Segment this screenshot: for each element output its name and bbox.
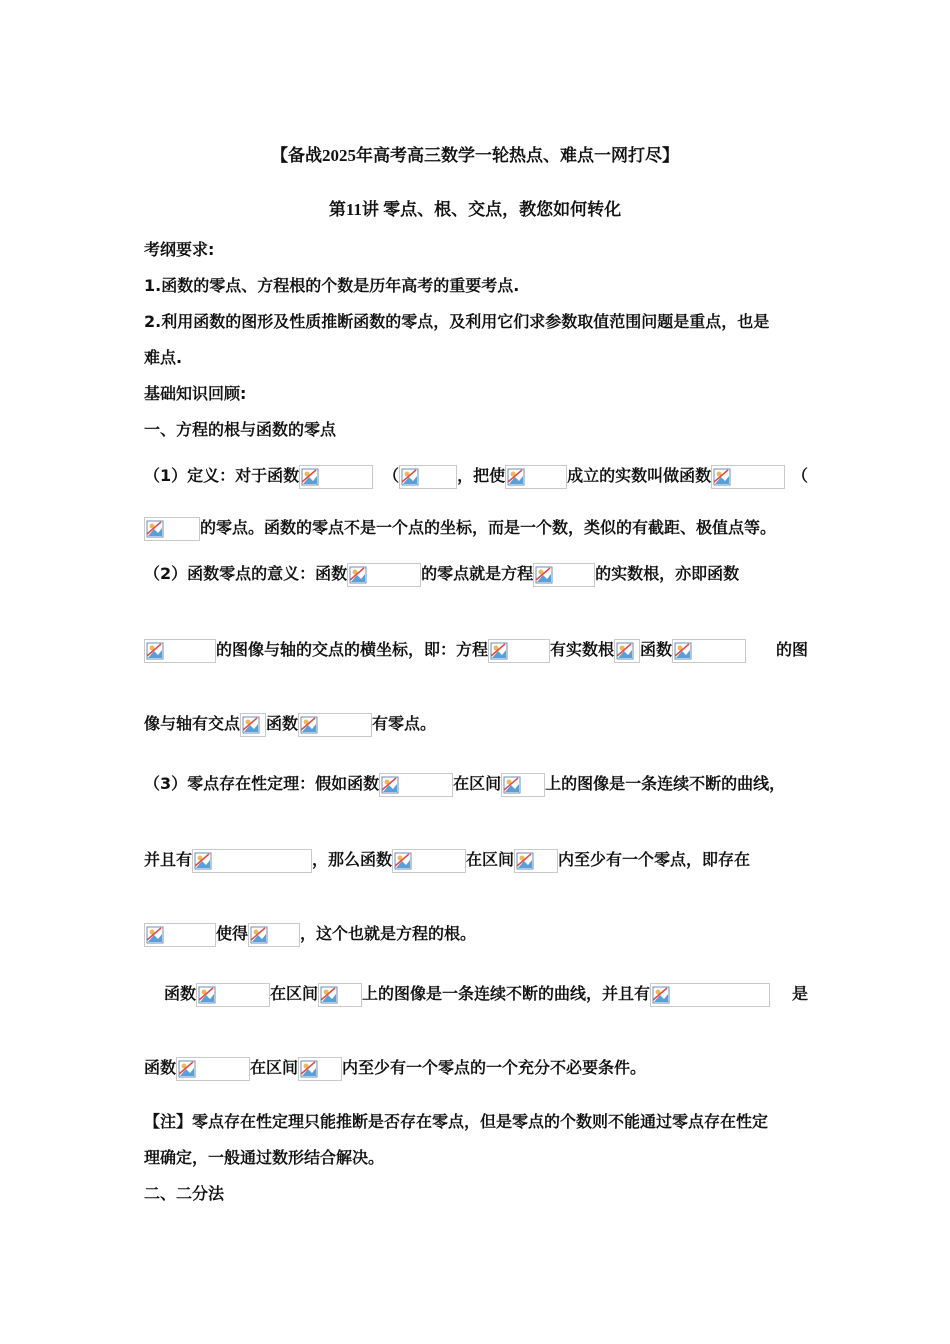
lecture-title: 第11讲 零点、根、交点，教您如何转化 [328,200,622,219]
formula-image [711,465,785,489]
broken-image-icon [674,642,692,660]
text: 的零点。函数的零点不是一个点的坐标，而是一个数，类似的有截距、极值点等。 [200,517,777,537]
formula-image [192,849,312,873]
broken-image-icon [198,986,216,1004]
broken-image-icon [194,852,212,870]
text: 上的图像是一条连续不断的曲线， [545,773,786,793]
text: 的实数根，亦即函数 [595,563,740,583]
formula-image [144,639,216,663]
broken-image-icon [507,468,525,486]
broken-image-icon [535,566,553,584]
formula-image [176,1057,250,1081]
formula-image [379,773,453,797]
theorem-line-2 [144,842,808,874]
formula-image [298,713,372,737]
text: 的图像与轴的交点的横坐标，即：方程 [216,639,489,659]
broken-image-icon [490,642,508,660]
broken-image-icon [178,1060,196,1078]
text: 函数 [164,983,197,1003]
broken-image-icon [652,986,670,1004]
theorem-line-1 [144,766,808,798]
formula-image [298,1057,342,1081]
requirement-2-line2: 难点. [144,348,183,367]
note-line-1: 【注】零点存在性定理只能推断是否存在零点，但是零点的个数则不能通过零点存在性定 [144,1112,769,1131]
requirement-1: 1.函数的零点、方程根的个数是历年高考的重要考点. [144,276,520,295]
text: 内至少有一个零点，即存在 [558,849,751,869]
definition-line-2 [144,510,808,542]
requirement-2-line1: 2.利用函数的图形及性质推断函数的零点，及利用它们求参数取值范围问题是重点，也是 [144,312,770,331]
section-1-heading: 一、方程的根与函数的零点 [144,420,337,439]
formula-image [144,923,216,947]
formula-image [299,465,373,489]
broken-image-icon [146,926,164,944]
broken-image-icon [300,716,318,734]
text: 是 [791,983,808,1003]
broken-image-icon [713,468,731,486]
text: ，那么函数 [312,849,393,869]
text: 上的图像是一条连续不断的曲线，并且有 [362,983,651,1003]
meaning-line-2 [144,632,808,664]
broken-image-icon [300,1060,318,1078]
formula-image [505,465,567,489]
broken-image-icon [381,776,399,794]
broken-image-icon [503,776,521,794]
text: （2）函数零点的意义：函数 [144,563,348,583]
broken-image-icon [250,926,268,944]
text: ，把使 [457,465,506,485]
meaning-line-3 [144,706,808,738]
formula-image [240,713,266,737]
broken-image-icon [301,468,319,486]
broken-image-icon [516,852,534,870]
broken-image-icon [146,520,164,538]
text: 像与轴有交点 [144,713,241,733]
broken-image-icon [401,468,419,486]
text: 使得 [216,923,249,943]
formula-image [672,639,746,663]
formula-image [347,563,421,587]
formula-image [650,983,770,1007]
text: 的零点就是方程 [421,563,534,583]
text: （3）零点存在性定理：假如函数 [144,773,380,793]
review-heading: 基础知识回顾: [144,384,247,403]
formula-image [488,639,550,663]
broken-image-icon [394,852,412,870]
text: 在区间 [270,983,319,1003]
meaning-line-1 [144,556,808,588]
text: 在区间 [466,849,515,869]
text: （ [791,465,808,485]
definition-line-1 [144,458,808,490]
broken-image-icon [320,986,338,1004]
broken-image-icon [146,642,164,660]
text: ，这个也就是方程的根。 [300,923,477,943]
text: 有零点。 [372,713,437,733]
text: 在区间 [250,1057,299,1077]
formula-image [614,639,640,663]
formula-image [392,849,466,873]
text: 有实数根 [550,639,615,659]
formula-image [196,983,270,1007]
formula-image [318,983,362,1007]
broken-image-icon [349,566,367,584]
formula-image [514,849,558,873]
text: 并且有 [144,849,193,869]
theorem-line-3 [144,916,808,948]
text: 函数 [144,1057,177,1077]
formula-image [501,773,545,797]
condition-line-2 [144,1050,808,1082]
condition-line-1 [164,976,808,1008]
note-line-2: 理确定，一般通过数形结合解决。 [144,1148,385,1167]
text: 内至少有一个零点的一个充分不必要条件。 [342,1057,647,1077]
formula-image [533,563,595,587]
broken-image-icon [242,716,260,734]
section-2-heading: 二、二分法 [144,1184,225,1203]
formula-image [399,465,457,489]
outline-heading: 考纲要求: [144,240,215,259]
broken-image-icon [616,642,634,660]
document-title: 【备战2025年高考高三数学一轮热点、难点一网打尽】 [271,146,679,165]
text: 的图 [775,639,808,659]
formula-image [248,923,300,947]
text: 成立的实数叫做函数 [567,465,712,485]
text: （1）定义：对于函数 [144,465,300,485]
formula-image [144,517,200,541]
text: 函数 [266,713,299,733]
text: （ [383,465,400,485]
text: 函数 [640,639,673,659]
text: 在区间 [453,773,502,793]
